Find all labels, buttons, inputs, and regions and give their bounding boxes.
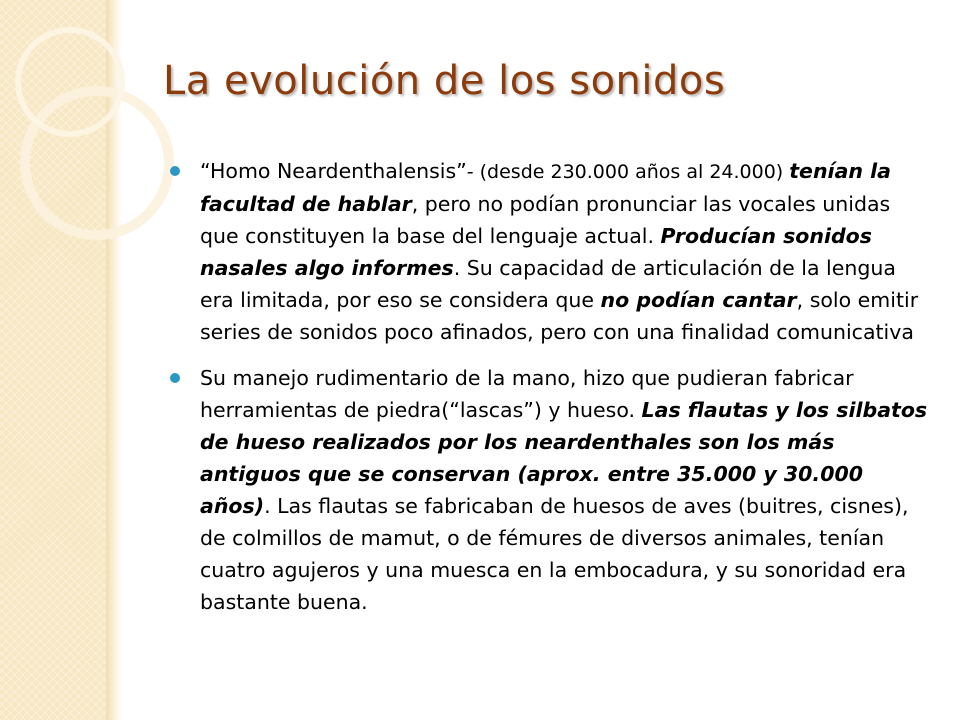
decorative-ring-small bbox=[18, 30, 122, 134]
body-text: . Su capacidad de articulación de la lengua era limitada, por eso se considera que bbox=[200, 256, 896, 312]
time-range: - (desde 230.000 años al 24.000) bbox=[466, 161, 790, 183]
emphasis-could-not-sing: no podían cantar bbox=[600, 288, 797, 312]
body-text: . Las flautas se fabricaban de huesos de aves (buitres, cisnes), de colmillos de mamut, o de fémures de diversos animales, tenían cuatro agujeros y una muesca en la embocadura, y su sonoridad era bastante buena. bbox=[200, 494, 909, 614]
body-text: Su manejo rudimentario de la mano, hizo que pudieran fabricar herramientas de piedra(“lascas”) y hueso. bbox=[200, 366, 854, 422]
body-text: , pero no podían pronunciar las vocales unidas que constituyen la base del lenguaje actual. bbox=[200, 192, 891, 248]
species-name: “Homo Neardenthalensis” bbox=[200, 159, 467, 183]
emphasis-oldest-flutes: Las flautas y los silbatos de hueso realizados por los neardenthales son los más antiguos que se conservan (aprox. entre 35.000 y 30.000 años) bbox=[200, 398, 928, 518]
decorative-ring-large bbox=[25, 91, 169, 235]
bullet-item-homo-neardenthalensis bbox=[170, 155, 930, 348]
slide-title: La evolución de los sonidos bbox=[163, 58, 726, 104]
bullet-item-tools-and-flutes bbox=[170, 362, 930, 618]
body-text: , solo emitir series de sonidos poco afinados, pero con una finalidad comunicativa bbox=[200, 288, 919, 344]
emphasis-nasal-sounds: Producían sonidos nasales algo informes bbox=[200, 224, 872, 280]
emphasis-speech-ability: tenían la facultad de hablar bbox=[200, 159, 891, 216]
bullet-icon bbox=[170, 373, 180, 383]
bullet-icon bbox=[170, 166, 180, 176]
bullet-list bbox=[170, 155, 930, 632]
